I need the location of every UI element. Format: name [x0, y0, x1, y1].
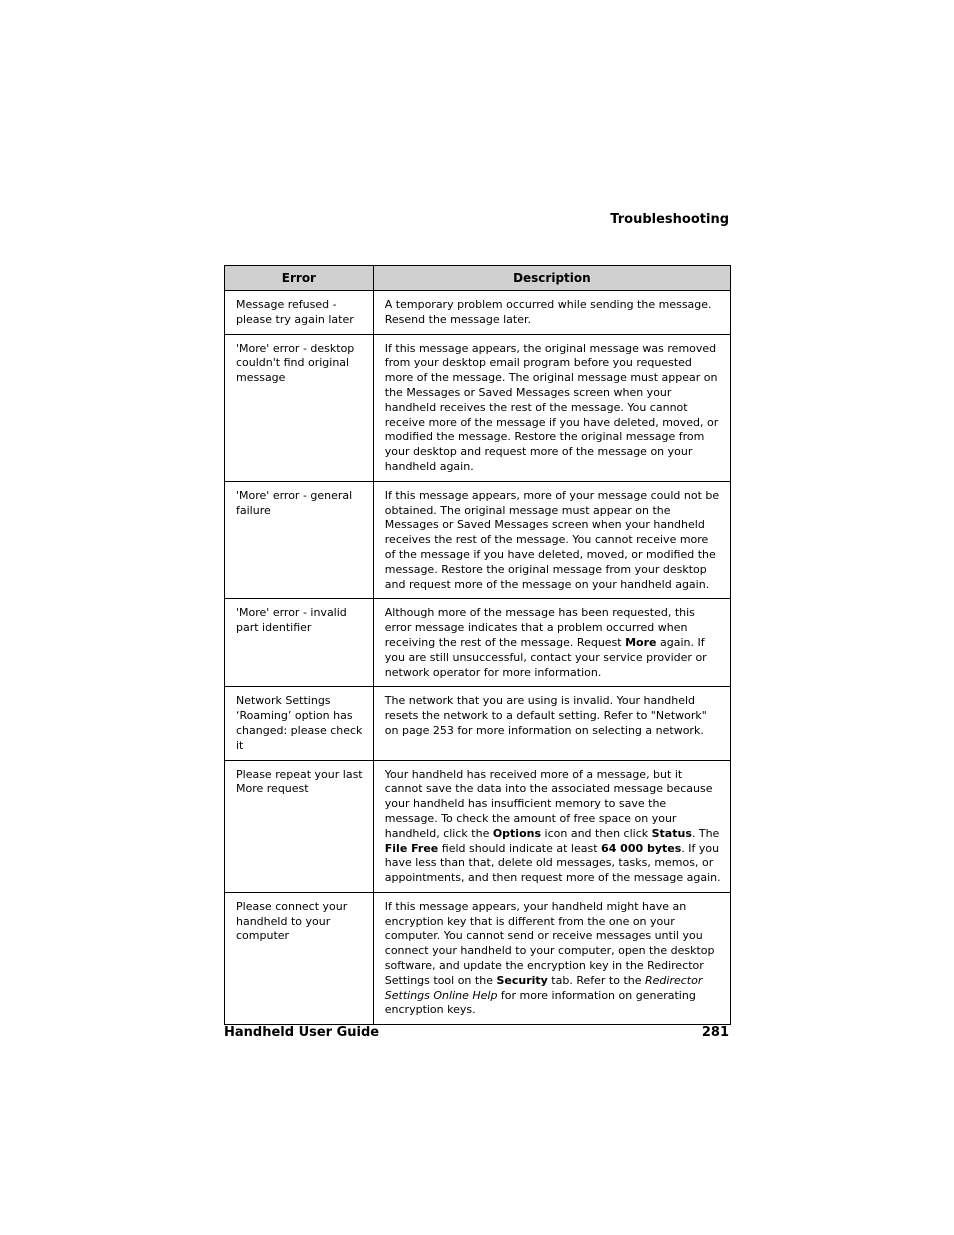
table-row	[225, 599, 731, 687]
bold-term: File Free	[384, 841, 439, 855]
section-title: Troubleshooting	[610, 212, 729, 227]
troubleshooting-table	[224, 265, 731, 1025]
column-header-description: Description	[373, 266, 730, 291]
description-text: Although more of the message has been requested, this error message indicates that a problem occurred when receiving the rest of the message. Request	[384, 606, 695, 649]
table-row	[225, 760, 731, 892]
error-cell: 'More' error - general failure	[225, 481, 374, 599]
table-row	[225, 892, 731, 1024]
error-cell: Please connect your handheld to your computer	[225, 892, 374, 1024]
error-cell: Network Settings ‘Roaming’ option has changed: please check it	[225, 687, 374, 760]
description-cell	[373, 334, 730, 481]
table-row	[225, 334, 731, 481]
description-cell	[373, 291, 730, 335]
description-text: icon and then click	[541, 826, 652, 840]
description-text: field should indicate at least	[438, 841, 602, 855]
column-header-error: Error	[225, 266, 374, 291]
error-cell: Message refused - please try again later	[225, 291, 374, 335]
description-text: The network that you are using is invalid. Your handheld resets the network to a default setting. Refer to "Network" on page 253 for more information on selecting a network.	[384, 694, 707, 737]
description-text: If this message appears, your handheld might have an encryption key that is different from the one on your computer. You cannot send or receive messages until you connect your handheld to your computer, open the desktop software, and update the encryption key in the Redirector Settings tool on the	[384, 899, 715, 987]
description-cell	[373, 892, 730, 1024]
description-cell	[373, 760, 730, 892]
description-text: A temporary problem occurred while sending the message. Resend the message later.	[384, 298, 712, 326]
description-cell	[373, 481, 730, 599]
table-header-row	[225, 266, 731, 291]
bold-term: More	[625, 635, 657, 649]
description-text: for more information on generating encryption keys.	[384, 988, 696, 1017]
table-row	[225, 687, 731, 760]
description-text: If this message appears, the original message was removed from your desktop email program before you requested more of the message. The original message must appear on the Messages or Saved Messages screen when your handheld receives the rest of the message. You cannot receive more of the message if you have deleted, moved, or modified the message. Restore the original message from your desktop and request more of the message on your handheld again.	[384, 341, 719, 473]
bold-term: Options	[492, 826, 542, 840]
bold-term: Security	[496, 973, 548, 987]
description-text: . The	[691, 826, 720, 840]
error-cell: Please repeat your last More request	[225, 760, 374, 892]
description-cell	[373, 599, 730, 687]
table-body	[225, 291, 731, 1025]
description-text: If this message appears, more of your message could not be obtained. The original message must appear on the Messages or Saved Messages screen when your handheld receives the rest of the message. You cannot receive more of the message if you have deleted, moved, or modified the message. Restore the original message from your desktop and request more of the message on your handheld again.	[384, 488, 720, 591]
footer-title: Handheld User Guide	[224, 1025, 380, 1040]
description-text: tab. Refer to the	[547, 973, 646, 987]
description-text: again. If you are still unsuccessful, contact your service provider or network operator for more information.	[384, 635, 707, 679]
description-text: . If you have less than that, delete old messages, tasks, memos, or appointments, and then request more of the message again.	[384, 841, 721, 885]
description-text: Your handheld has received more of a message, but it cannot save the data into the associated message because your handheld has insufficient memory to save the message. To check the amount of free space on your handheld, click the	[384, 767, 713, 840]
bold-term: 64 000 bytes	[601, 841, 682, 855]
table-row	[225, 291, 731, 335]
italic-term: Redirector Settings Online Help	[384, 973, 703, 1002]
table-row	[225, 481, 731, 599]
error-cell: 'More' error - invalid part identifier	[225, 599, 374, 687]
error-cell: 'More' error - desktop couldn't find original message	[225, 334, 374, 481]
bold-term: Status	[651, 826, 692, 840]
page-number: 281	[701, 1025, 729, 1040]
description-cell	[373, 687, 730, 760]
